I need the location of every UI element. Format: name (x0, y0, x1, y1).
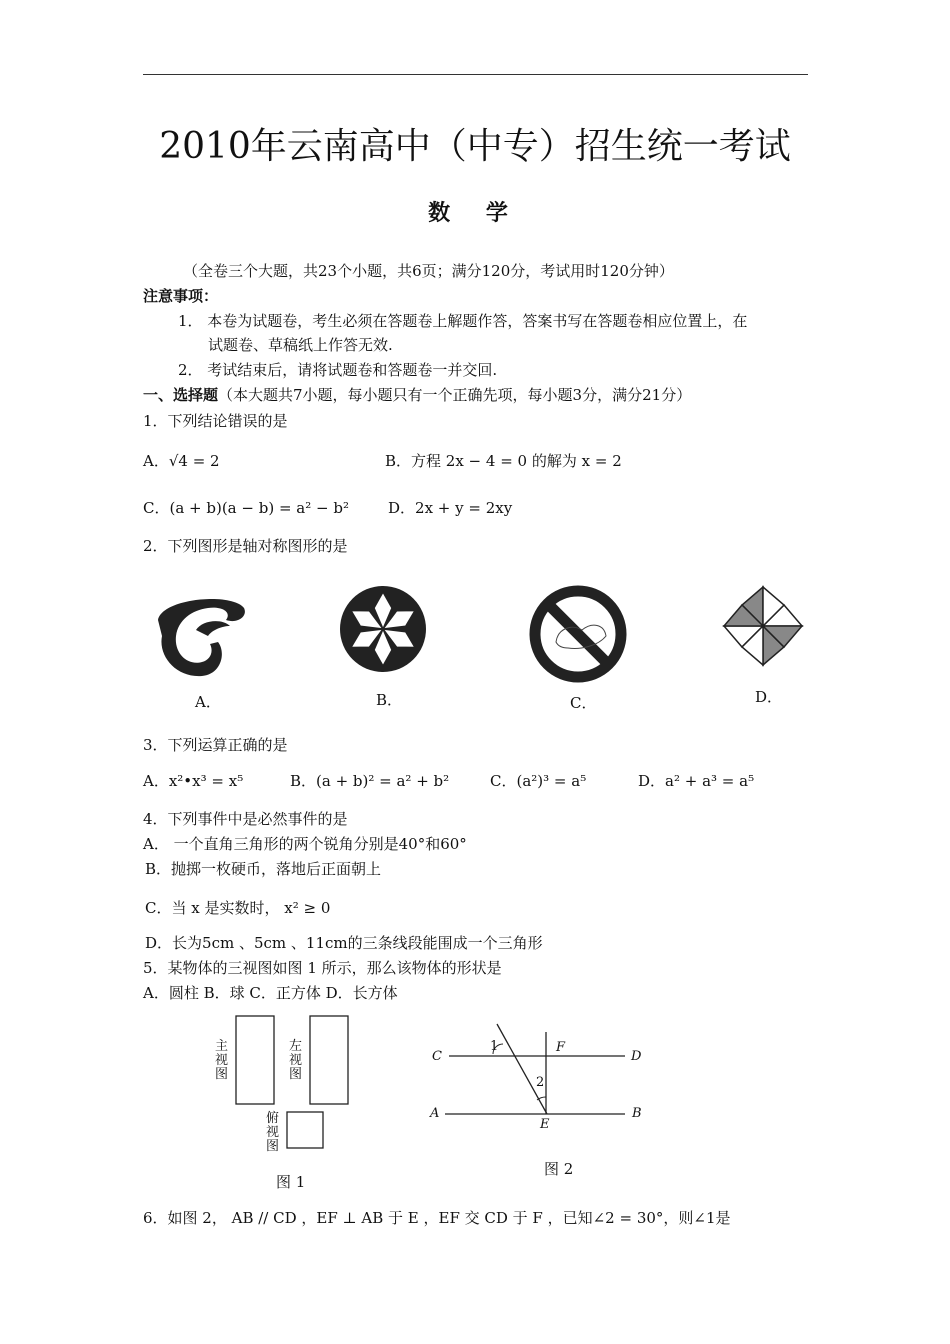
label-f: F (556, 1040, 566, 1055)
front-view-rect (236, 1016, 274, 1104)
notice-item-1-cont: 试题卷、草稿纸上作答无效. (208, 336, 393, 354)
top-rule (143, 74, 808, 75)
section1-heading-line (143, 384, 691, 405)
label-angle-1: 1 (490, 1039, 499, 1054)
label-a: A (430, 1106, 440, 1121)
q1-option-d: D．2x + y = 2xy (388, 499, 513, 517)
label-angle-2: 2 (536, 1075, 545, 1090)
top-view-rect (287, 1112, 323, 1148)
q3-option-d: D．a² + a³ = a⁵ (638, 772, 755, 790)
exam-info: （全卷三个大题，共23个小题，共6页；满分120分，考试用时120分钟） (183, 262, 674, 280)
q4-stem: 4．下列事件中是必然事件的是 (143, 810, 348, 828)
front-view-label: 主视图 (215, 1039, 229, 1082)
notice-item-1: 1． 本卷为试题卷，考生必须在答题卷上解题作答，答案书写在答题卷相应位置上，在 (178, 312, 748, 330)
q4-option-d: D．长为5cm 、5cm 、11cm的三条线段能围成一个三角形 (145, 934, 543, 952)
q3-option-a: A．x²•x³ = x⁵ (143, 772, 244, 790)
q1-option-b: B．方程 2x − 4 = 0 的解为 x = 2 (385, 452, 622, 470)
section1-note: （本大题共7小题，每小题只有一个正确先项，每小题3分，满分21分） (218, 386, 692, 404)
label-d: D (631, 1049, 642, 1064)
q1-option-c: C．(a + b)(a − b) = a² − b² (143, 499, 349, 517)
figure-d-pinwheel (722, 585, 804, 667)
q5-stem: 5．某物体的三视图如图 1 所示，那么该物体的形状是 (143, 959, 502, 977)
figure-2-caption: 图 2 (544, 1160, 574, 1178)
label-e: E (540, 1117, 550, 1132)
subject-title: 数 学 (428, 200, 522, 226)
notice-item-2: 2． 考试结束后，请将试题卷和答题卷一并交回. (178, 361, 498, 379)
label-c: C (432, 1049, 442, 1064)
figure-c-prohibition (528, 584, 628, 684)
left-view-label: 左视图 (289, 1039, 303, 1082)
q4-option-a: A． 一个直角三角形的两个锐角分别是40°和60° (143, 835, 467, 853)
figure-b-label: B． (376, 691, 403, 709)
figure-a-label: A． (195, 693, 221, 711)
exam-title: 2010年云南高中（中专）招生统一考试 (159, 126, 791, 167)
top-view-label: 俯视图 (266, 1111, 280, 1154)
figure-a-logo (152, 590, 252, 680)
q3-option-b: B．(a + b)² = a² + b² (290, 772, 450, 790)
q1-stem: 1．下列结论错误的是 (143, 412, 288, 430)
q3-stem: 3．下列运算正确的是 (143, 736, 288, 754)
figure-c-label: C． (570, 694, 597, 712)
notice-heading: 注意事项： (143, 287, 219, 305)
transversal (497, 1024, 547, 1114)
figure-d-label: D． (755, 688, 783, 706)
figure-b-star (338, 584, 428, 674)
q1-option-a: A．√4 = 2 (143, 452, 220, 470)
q4-option-b: B．抛掷一枚硬币，落地后正面朝上 (145, 860, 382, 878)
figure-1-caption: 图 1 (276, 1173, 306, 1191)
label-b: B (632, 1106, 642, 1121)
q6-stem: 6．如图 2， AB // CD ，EF ⊥ AB 于 E ，EF 交 CD 于 F ，已知∠2 = 30°，则∠1是 (143, 1209, 731, 1227)
section1-heading: 一、选择题 (143, 386, 219, 404)
q4-option-c: C．当 x 是实数时， x² ≥ 0 (145, 899, 331, 917)
q2-stem: 2．下列图形是轴对称图形的是 (143, 537, 348, 555)
q3-option-c: C．(a²)³ = a⁵ (490, 772, 587, 790)
left-view-rect (310, 1016, 348, 1104)
q5-options: A．圆柱 B．球 C．正方体 D．长方体 (143, 984, 398, 1002)
